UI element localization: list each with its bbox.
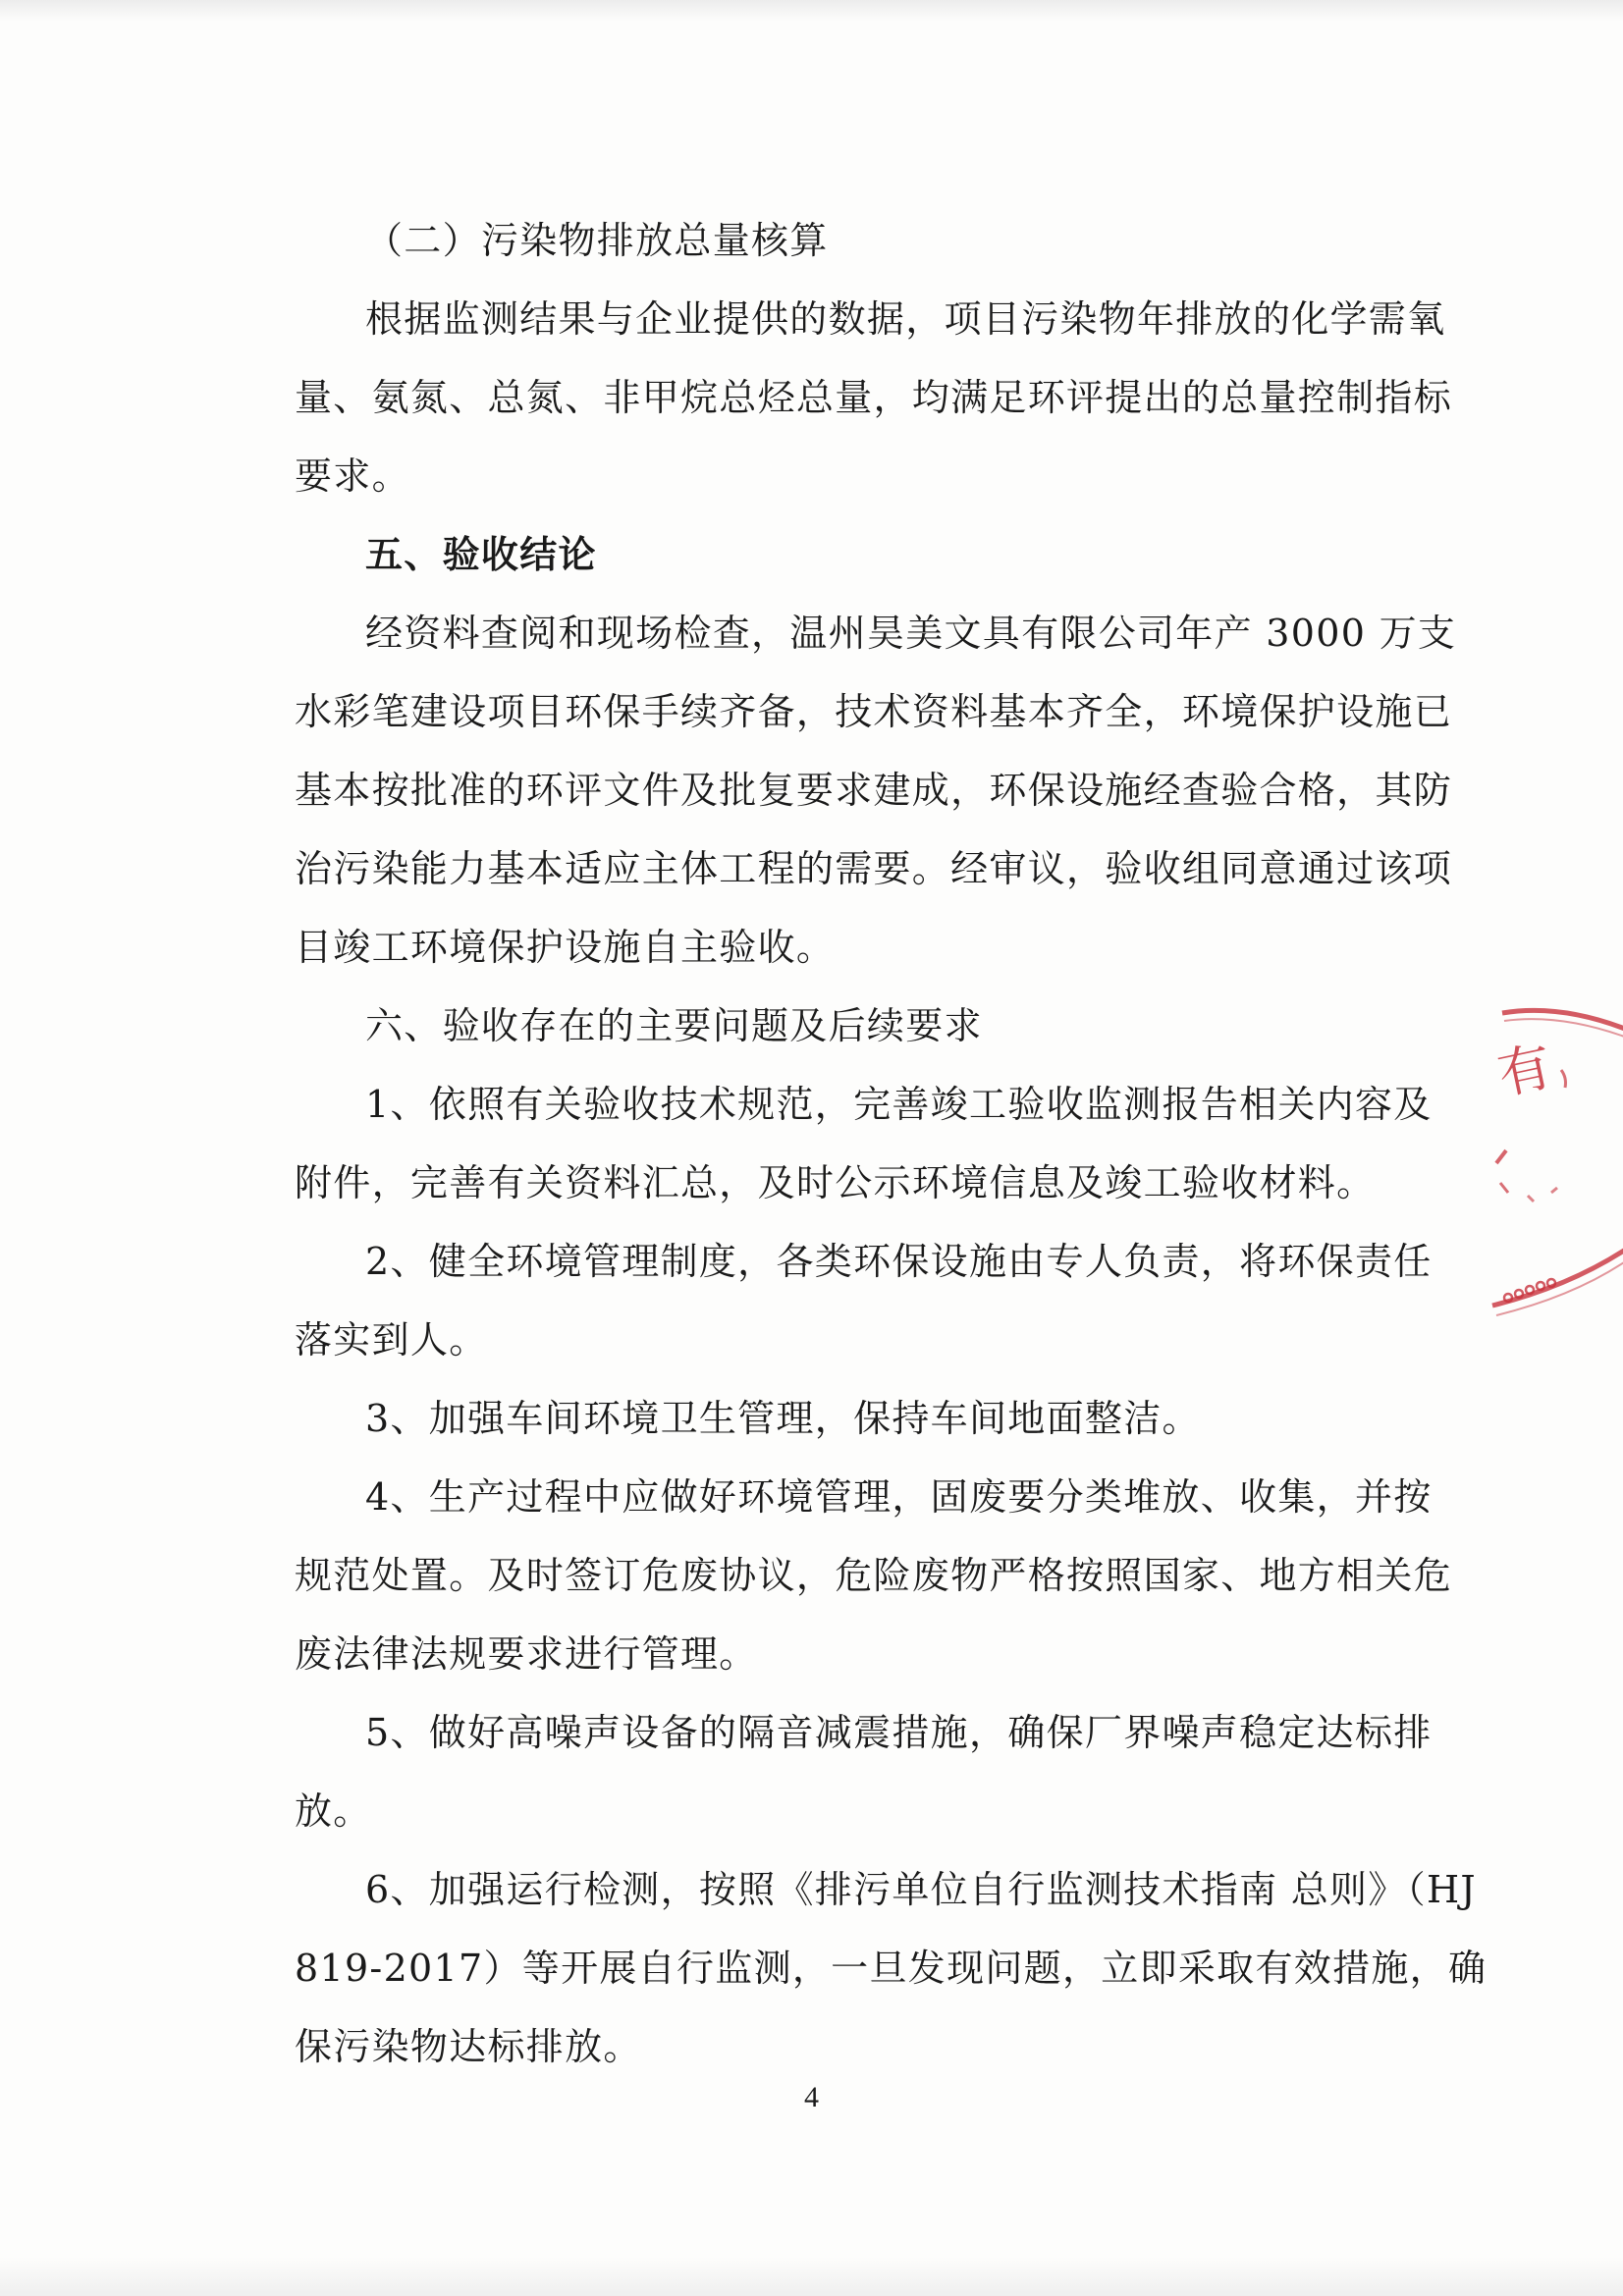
text-line: 保污染物达标排放。 [295, 2025, 642, 2068]
text-line: 5、做好高噪声设备的隔音减震措施，确保厂界噪声稳定达标排 [365, 1711, 1433, 1754]
text-line: 基本按批准的环评文件及批复要求建成，环保设施经查验合格，其防 [295, 769, 1453, 812]
text-line: 废法律法规要求进行管理。 [295, 1632, 758, 1676]
text-line: 3、加强车间环境卫生管理，保持车间地面整洁。 [365, 1397, 1201, 1440]
text-line: 要求。 [295, 454, 410, 498]
text-line: 1、依照有关验收技术规范，完善竣工验收监测报告相关内容及 [365, 1083, 1433, 1126]
text-line: 经资料查阅和现场检查，温州昊美文具有限公司年产 3000 万支 [365, 612, 1457, 655]
page-number: 4 [804, 2081, 819, 2113]
text-line: 落实到人。 [295, 1318, 488, 1362]
text-line: 6、加强运行检测，按照《排污单位自行监测技术指南 总则》（HJ [365, 1868, 1477, 1911]
text-line: 819-2017）等开展自行监测，一旦发现问题，立即采取有效措施，确 [295, 1947, 1488, 1990]
text-line: 六、验收存在的主要问题及后续要求 [365, 1004, 983, 1047]
stamp-character: 有 [1492, 1035, 1558, 1107]
text-line: 量、氨氮、总氮、非甲烷总烃总量，均满足环评提出的总量控制指标 [295, 376, 1453, 419]
text-line: 放。 [295, 1789, 372, 1833]
text-line: 附件，完善有关资料汇总，及时公示环境信息及竣工验收材料。 [295, 1161, 1376, 1204]
text-line: 4、生产过程中应做好环境管理，固废要分类堆放、收集，并按 [365, 1475, 1433, 1519]
text-line: 规范处置。及时签订危废协议，危险废物严格按照国家、地方相关危 [295, 1554, 1453, 1597]
red-seal-stamp [1483, 991, 1623, 1345]
text-line: 治污染能力基本适应主体工程的需要。经审议，验收组同意通过该项 [295, 847, 1453, 890]
document-body [295, 201, 1488, 2086]
scan-bottom-edge [0, 2257, 1623, 2296]
text-line: （二）污染物排放总量核算 [365, 219, 829, 262]
text-line: 根据监测结果与企业提供的数据，项目污染物年排放的化学需氧 [365, 297, 1446, 341]
section-heading: 五、验收结论 [365, 532, 597, 576]
text-line: 2、健全环境管理制度，各类环保设施由专人负责，将环保责任 [365, 1240, 1433, 1283]
text-line: 目竣工环境保护设施自主验收。 [295, 926, 836, 969]
text-line: 水彩笔建设项目环保手续齐备，技术资料基本齐全，环境保护设施已 [295, 690, 1453, 733]
scan-top-edge [0, 0, 1623, 22]
